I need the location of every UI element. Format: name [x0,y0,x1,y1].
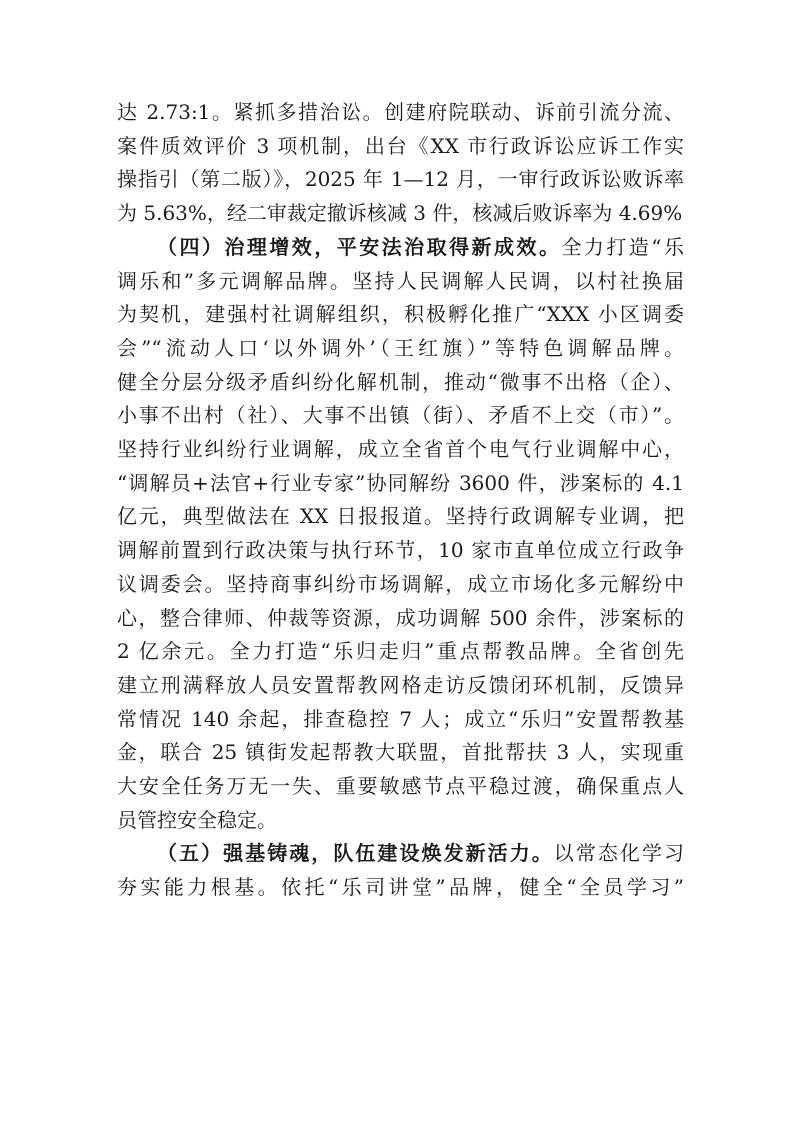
document-body [117,96,684,905]
text-line: 小事不出村（社）、大事不出镇（街）、矛盾不上交（市）”。 [117,403,684,428]
paragraph-litigation [117,96,684,231]
text-line: 大安全任务万无一失、重要敏感节点平稳过渡，确保重点人 [117,774,684,799]
text-line: “调解员+法官+行业专家”协同解纷 3600 件，涉案标的 4.1 [117,470,684,495]
text-line: 金，联合 25 镇街发起帮教大联盟，首批帮扶 3 人，实现重 [117,740,684,765]
text-line: 2 亿余元。全力打造“乐归走归”重点帮教品牌。全省创先 [117,639,684,664]
text-line: 心，整合律师、仲裁等资源，成功调解 500 余件，涉案标的 [117,605,684,630]
text-line: 员管控安全稳定。 [117,807,277,832]
text-line: 为契机，建强村社调解组织，积极孵化推广“XXX 小区调委 [117,302,684,327]
heading-continuation: 全力打造“乐 [561,234,684,259]
text-line: 案件质效评价 3 项机制，出台《XX 市行政诉讼应诉工作实 [117,133,684,158]
text-line: 常情况 140 余起，排查稳控 7 人；成立“乐归”安置帮教基 [117,706,684,731]
text-line: 会”“流动人口‘以外调外’（王红旗）”等特色调解品牌。 [117,335,684,360]
text-line: 亿元，典型做法在 XX 日报报道。坚持行政调解专业调，把 [117,504,684,529]
text-line: 健全分层分级矛盾纠纷化解机制，推动“微事不出格（企）、 [117,369,684,394]
text-line: 调解前置到行政决策与执行环节，10 家市直单位成立行政争 [117,538,684,563]
section-heading-five: （五）强基铸魂，队伍建设焕发新活力。 [157,841,554,866]
text-line-first [117,837,684,871]
text-line-first [117,231,684,265]
heading-continuation: 以常态化学习 [553,841,684,866]
paragraph-governance [117,231,684,838]
text-line: 操指引（第二版）》，2025 年 1—12 月，一审行政诉讼败诉率 [117,167,684,192]
section-heading-four: （四）治理增效，平安法治取得新成效。 [157,234,562,259]
text-line: 夯实能力根基。依托“乐司讲堂”品牌，健全“全员学习” [117,875,684,900]
paragraph-team-building [117,837,684,904]
text-line: 为 5.63%，经二审裁定撤诉核减 3 件，核减后败诉率为 4.69% [117,201,683,226]
text-line: 达 2.73:1。紧抓多措治讼。创建府院联动、诉前引流分流、 [117,100,684,124]
text-line: 坚持行业纠纷行业调解，成立全省首个电气行业调解中心， [117,437,684,462]
text-line: 议调委会。坚持商事纠纷市场调解，成立市场化多元解纷中 [117,571,684,596]
text-line: 调乐和”多元调解品牌。坚持人民调解人民调，以村社换届 [117,268,684,293]
text-line: 建立刑满释放人员安置帮教网格走访反馈闭环机制，反馈异 [117,672,684,697]
